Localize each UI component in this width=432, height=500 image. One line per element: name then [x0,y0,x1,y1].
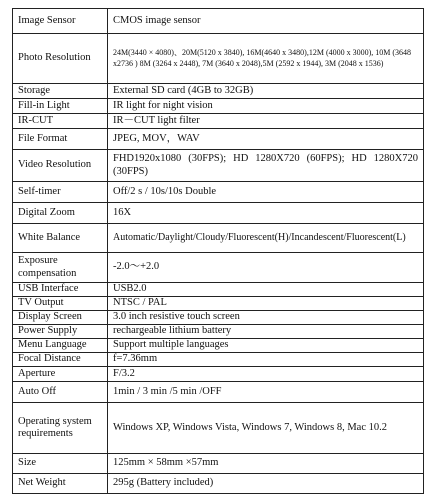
table-row [13,382,424,403]
spec-label: Fill-in Light [13,99,108,114]
spec-value: JPEG, MOV，WAV [108,129,424,150]
spec-label: Aperture [13,367,108,382]
table-row [13,34,424,84]
spec-value: f=7.36mm [108,353,424,367]
spec-label: Storage [13,84,108,99]
spec-value: Off/2 s / 10s/10s Double [108,182,424,203]
spec-value: 1min / 3 min /5 min /OFF [108,382,424,403]
spec-value: External SD card (4GB to 32GB) [108,84,424,99]
spec-label: IR-CUT [13,114,108,129]
spec-label: Display Screen [13,311,108,325]
table-row [13,182,424,203]
table-row [13,474,424,494]
spec-value: Windows XP, Windows Vista, Windows 7, Windows 8, Mac 10.2 [108,403,424,454]
table-row [13,99,424,114]
spec-label: Video Resolution [13,150,108,182]
spec-label: Auto Off [13,382,108,403]
spec-label: Focal Distance [13,353,108,367]
spec-value: F/3.2 [108,367,424,382]
table-row [13,203,424,224]
spec-value: rechargeable lithium battery [108,325,424,339]
table-row [13,339,424,353]
spec-value: 24M(3440 × 4080)、20M(5120 x 3840), 16M(4640 x 3480),12M (4000 x 3000), 10M (3648 x2736 ) 8M (3264 x 2448), 7M (3640 x 2048),5M (2592 x 1944), 3M (2048 x 1536) [108,34,424,84]
spec-label: Size [13,454,108,474]
spec-value: 295g (Battery included) [108,474,424,494]
spec-value: Automatic/Daylight/Cloudy/Fluorescent(H)/Incandescent/Fluorescent(L) [108,224,424,253]
table-row [13,454,424,474]
spec-label: USB Interface [13,283,108,297]
spec-value: CMOS image sensor [108,9,424,34]
spec-value: Support multiple languages [108,339,424,353]
table-row [13,224,424,253]
spec-sheet [12,8,424,494]
spec-label: Power Supply [13,325,108,339]
table-row [13,129,424,150]
spec-label: Exposure compensation [13,253,108,283]
table-row [13,84,424,99]
spec-value: FHD1920x1080 (30FPS); HD 1280X720 (60FPS); HD 1280X720 (30FPS) [108,150,424,182]
spec-value: NTSC / PAL [108,297,424,311]
spec-value: 3.0 inch resistive touch screen [108,311,424,325]
spec-value: IR－CUT light filter [108,114,424,129]
table-row [13,353,424,367]
spec-label: Self-timer [13,182,108,203]
spec-value: 16X [108,203,424,224]
specifications-table [12,8,424,494]
table-row [13,403,424,454]
spec-value: -2.0～+2.0 [108,253,424,283]
spec-label: Menu Language [13,339,108,353]
spec-label: TV Output [13,297,108,311]
table-row [13,9,424,34]
spec-label: Digital Zoom [13,203,108,224]
spec-label: Operating system requirements [13,403,108,454]
table-row [13,311,424,325]
table-row [13,253,424,283]
spec-label: Photo Resolution [13,34,108,84]
spec-value: 125mm × 58mm ×57mm [108,454,424,474]
table-row [13,114,424,129]
spec-label: Net Weight [13,474,108,494]
spec-value: IR light for night vision [108,99,424,114]
table-row [13,325,424,339]
spec-label: White Balance [13,224,108,253]
spec-value: USB2.0 [108,283,424,297]
table-row [13,297,424,311]
spec-label: Image Sensor [13,9,108,34]
table-row [13,367,424,382]
table-row [13,150,424,182]
table-row [13,283,424,297]
spec-label: File Format [13,129,108,150]
